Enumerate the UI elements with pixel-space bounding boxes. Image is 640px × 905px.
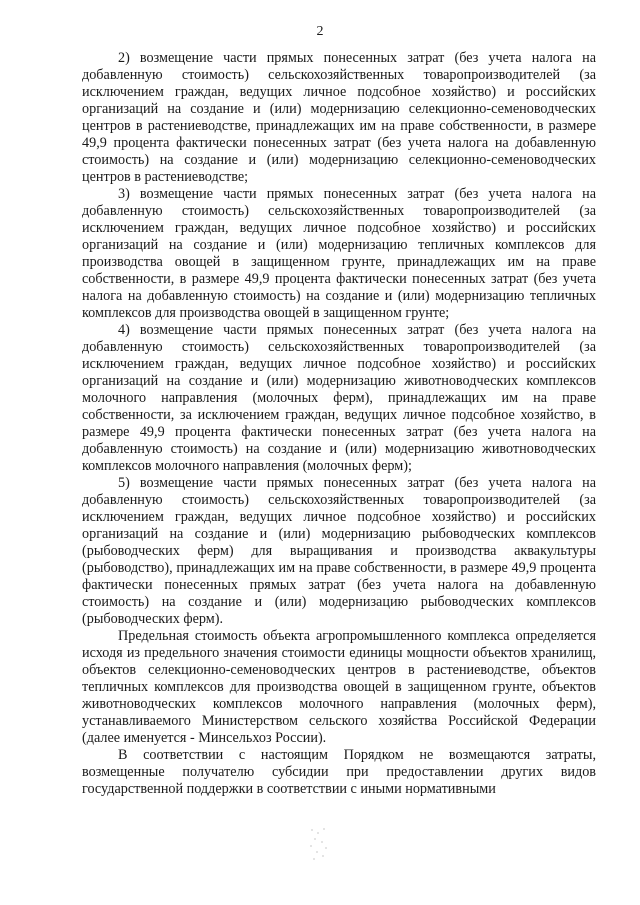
page-number: 2: [316, 24, 324, 39]
paragraph-limit-cost: Предельная стоимость объекта агропромышленного комплекса определяется исходя из предельного значения стоимости единицы мощности объектов хранилищ, объектов селекционно-семеноводческих центров в растениеводстве, объектов тепличных комплексов для производства овощей в защищенном грунте, объектов животноводческих комплексов молочного направления (молочных ферм), устанавливаемого Министерством сельского хозяйства Российской Федерации (далее именуется - Минсельхоз России).: [82, 628, 596, 746]
scan-artifact-icon: [306, 824, 332, 864]
paragraph-item-4: 4) возмещение части прямых понесенных затрат (без учета налога на добавленную стоимость) сельскохозяйственных товаропроизводителей (за исключением граждан, ведущих личное подсобное хозяйство) и российских организаций на создание и (или) модернизацию животноводческих комплексов молочного направления (молочных ферм), принадлежащих им на праве собственности, за исключением граждан, ведущих личное подсобное хозяйство, в размере 49,9 процента фактически понесенных затрат (без учета налога на добавленную стоимость) на создание и (или) модернизацию животноводческих комплексов молочного направления (молочных ферм);: [82, 322, 596, 474]
paragraph-not-reimbursed: В соответствии с настоящим Порядком не возмещаются затраты, возмещенные получателю субсидии при предоставлении других видов государственной поддержки в соответствии с иными нормативными: [82, 747, 596, 797]
paragraph-item-3: 3) возмещение части прямых понесенных затрат (без учета налога на добавленную стоимость) сельскохозяйственных товаропроизводителей (за исключением граждан, ведущих личное подсобное хозяйство) и российских организаций на создание и (или) модернизацию тепличных комплексов для производства овощей в защищенном грунте, принадлежащих им на праве собственности, в размере 49,9 процента фактически понесенных затрат (без учета налога на добавленную стоимость) на создание и (или) модернизацию тепличных комплексов для производства овощей в защищенном грунте;: [82, 186, 596, 321]
paragraph-item-2: 2) возмещение части прямых понесенных затрат (без учета налога на добавленную стоимость) сельскохозяйственных товаропроизводителей (за исключением граждан, ведущих личное подсобное хозяйство) и российских организаций на создание и (или) модернизацию селекционно-семеноводческих центров в растениеводстве, принадлежащих им на праве собственности, в размере 49,9 процента фактически понесенных затрат (без учета налога на добавленную стоимость) на создание и (или) модернизацию селекционно-семеноводческих центров в растениеводстве;: [82, 50, 596, 185]
paragraph-item-5: 5) возмещение части прямых понесенных затрат (без учета налога на добавленную стоимость) сельскохозяйственных товаропроизводителей (за исключением граждан, ведущих личное подсобное хозяйство) и российских организаций на создание и (или) модернизацию рыбоводческих комплексов (рыбоводческих ферм) для выращивания и производства аквакультуры (рыбоводство), принадлежащих им на праве собственности, в размере 49,9 процента фактически понесенных прямых затрат (без учета налога на добавленную стоимость) на создание и (или) модернизацию рыбоводческих комплексов (рыбоводческих ферм).: [82, 475, 596, 627]
document-body: [82, 50, 596, 798]
